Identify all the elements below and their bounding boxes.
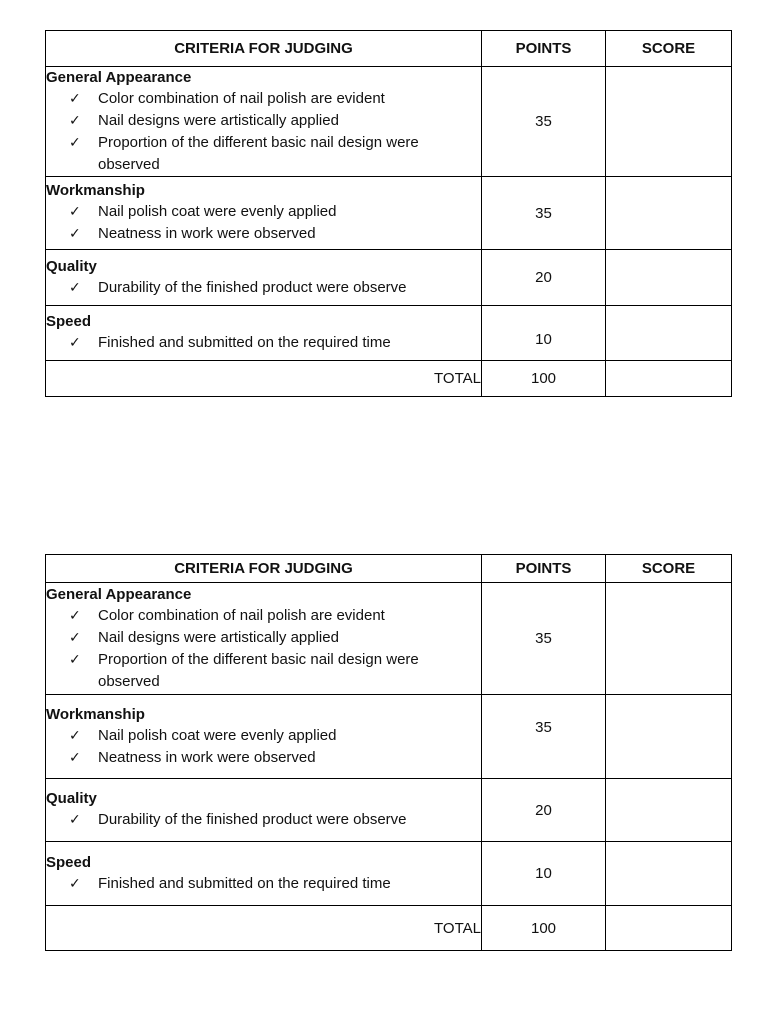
list-item: [69, 132, 481, 176]
table-row: [46, 695, 732, 779]
table-row: [46, 842, 732, 906]
header-row: [46, 555, 732, 583]
points-value: 20: [482, 779, 606, 842]
criteria-cell: [46, 779, 482, 842]
list-item: [69, 809, 481, 831]
category-label: Speed: [46, 313, 92, 330]
list-item: [69, 110, 481, 132]
criterion-text: Finished and submitted on the required time: [98, 334, 391, 351]
score-cell[interactable]: [606, 583, 732, 695]
criteria-cell: [46, 695, 482, 779]
criterion-text: Nail polish coat were evenly applied: [98, 726, 337, 744]
category-label: Quality: [46, 257, 97, 275]
table-row: [46, 583, 732, 695]
points-header: POINTS: [482, 555, 606, 583]
table-row: [46, 177, 732, 250]
criterion-text: Nail designs were artistically applied: [98, 628, 339, 646]
check-icon: ✓: [69, 727, 81, 744]
check-icon: ✓: [69, 112, 81, 129]
check-icon: ✓: [69, 875, 81, 892]
total-row: [46, 361, 732, 397]
criteria-cell: [46, 842, 482, 906]
criterion-text: Color combination of nail polish are evident: [98, 606, 385, 624]
total-value: 100: [482, 361, 606, 397]
criterion-text: Durability of the finished product were observe: [98, 278, 407, 296]
score-cell[interactable]: [606, 779, 732, 842]
check-icon: ✓: [69, 226, 81, 242]
score-cell[interactable]: [606, 177, 732, 250]
score-cell[interactable]: [606, 695, 732, 779]
list-item: [69, 88, 481, 110]
list-item: [69, 277, 481, 299]
criterion-text: Neatness in work were observed: [98, 748, 316, 766]
category-label: Workmanship: [46, 182, 145, 199]
check-icon: ✓: [69, 651, 81, 668]
score-header: SCORE: [606, 555, 732, 583]
points-value: 20: [482, 250, 606, 306]
criterion-text: Durability of the finished product were observe: [98, 811, 407, 828]
points-value: 35: [482, 177, 606, 250]
criteria-cell: [46, 250, 482, 306]
list-item: [69, 873, 481, 895]
list-item: [69, 605, 481, 627]
criterion-text: Finished and submitted on the required time: [98, 874, 391, 892]
table-row: [46, 306, 732, 361]
list-item: [69, 747, 481, 769]
score-cell[interactable]: [606, 67, 732, 177]
check-icon: ✓: [69, 749, 81, 766]
score-cell[interactable]: [606, 842, 732, 906]
check-icon: ✓: [69, 90, 81, 107]
criterion-text: Proportion of the different basic nail design were observed: [98, 650, 419, 690]
criteria-cell: [46, 583, 482, 695]
list-item: [69, 725, 481, 747]
category-label: General Appearance: [46, 68, 192, 86]
list-item: [69, 332, 481, 354]
criteria-header: CRITERIA FOR JUDGING: [46, 31, 482, 67]
points-value: 10: [482, 306, 606, 361]
rubric-table: [45, 30, 732, 397]
score-cell[interactable]: [606, 306, 732, 361]
rubric-table: [45, 554, 732, 951]
check-icon: ✓: [69, 812, 81, 828]
check-icon: ✓: [69, 607, 81, 624]
criteria-cell: [46, 67, 482, 177]
check-icon: ✓: [69, 279, 81, 296]
check-icon: ✓: [69, 629, 81, 646]
total-row: [46, 906, 732, 951]
points-header: POINTS: [482, 31, 606, 67]
criteria-header: CRITERIA FOR JUDGING: [46, 555, 482, 583]
criterion-text: Color combination of nail polish are evident: [98, 89, 385, 107]
total-score-cell[interactable]: [606, 906, 732, 951]
header-row: [46, 31, 732, 67]
category-label: Quality: [46, 790, 97, 807]
list-item: [69, 223, 481, 245]
score-header: SCORE: [606, 31, 732, 67]
category-label: General Appearance: [46, 585, 192, 603]
table-row: [46, 779, 732, 842]
check-icon: ✓: [69, 134, 81, 151]
criteria-cell: [46, 177, 482, 250]
points-value: 35: [482, 67, 606, 177]
total-value: 100: [482, 906, 606, 951]
criterion-text: Nail polish coat were evenly applied: [98, 203, 337, 220]
list-item: [69, 627, 481, 649]
points-value: 10: [482, 842, 606, 906]
check-icon: ✓: [69, 204, 81, 220]
criterion-text: Proportion of the different basic nail design were observed: [98, 133, 419, 173]
score-cell[interactable]: [606, 250, 732, 306]
table-row: [46, 250, 732, 306]
points-value: 35: [482, 695, 606, 779]
total-label: TOTAL: [46, 361, 482, 397]
list-item: [69, 649, 481, 693]
total-score-cell[interactable]: [606, 361, 732, 397]
criterion-text: Neatness in work were observed: [98, 225, 316, 242]
criterion-text: Nail designs were artistically applied: [98, 111, 339, 129]
category-label: Workmanship: [46, 705, 145, 723]
check-icon: ✓: [69, 335, 81, 351]
points-value: 35: [482, 583, 606, 695]
total-label: TOTAL: [46, 906, 482, 951]
list-item: [69, 201, 481, 223]
category-label: Speed: [46, 853, 92, 871]
criteria-cell: [46, 306, 482, 361]
table-row: [46, 67, 732, 177]
